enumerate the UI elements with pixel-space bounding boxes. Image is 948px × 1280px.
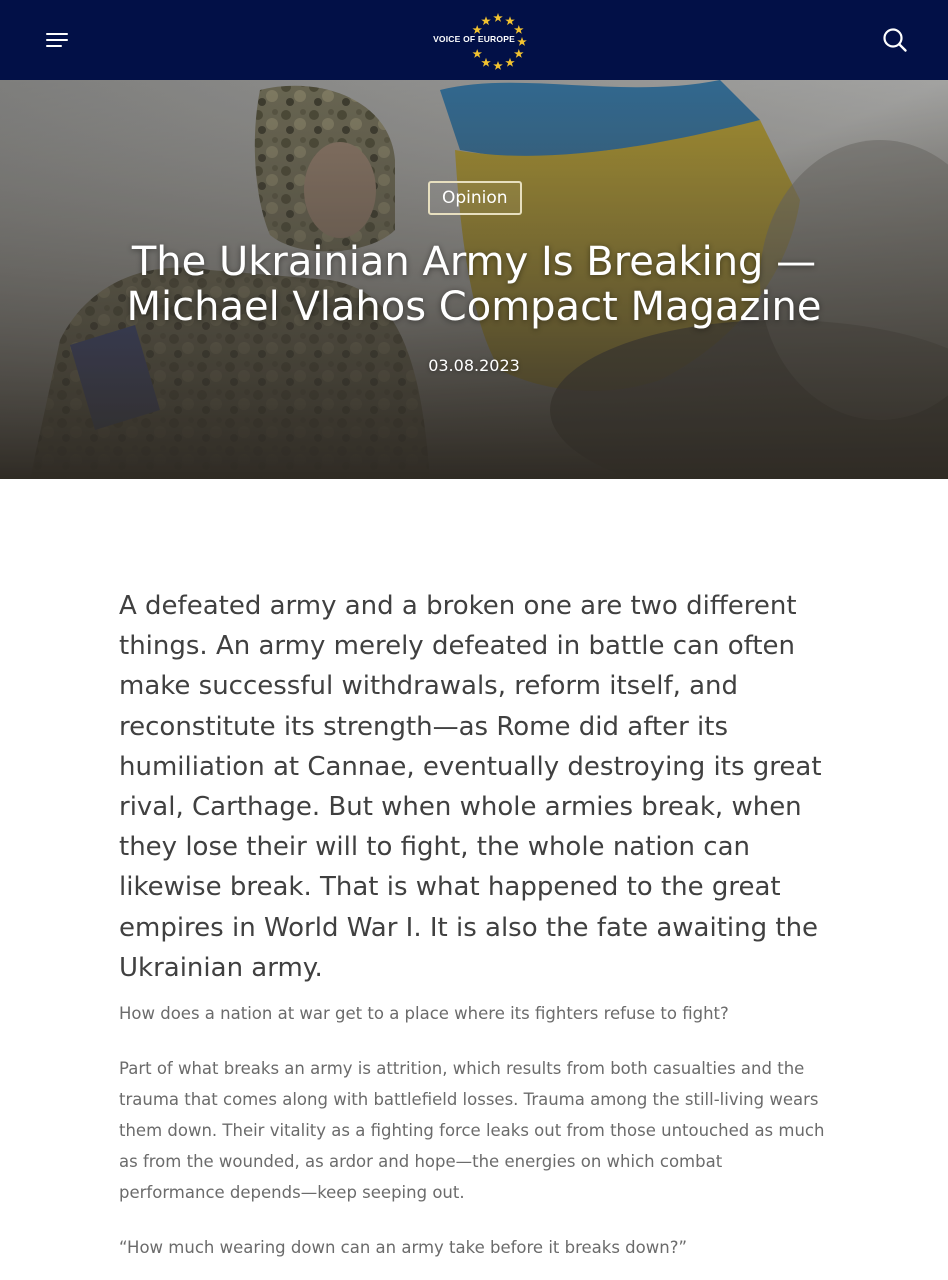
article-body (119, 586, 831, 1263)
site-header (0, 0, 948, 80)
article-date: 03.08.2023 (428, 356, 520, 375)
article-paragraph: “How much wearing down can an army take before it breaks down?” (119, 1238, 688, 1258)
hero-banner (0, 80, 948, 479)
search-icon[interactable] (882, 27, 908, 53)
article-title: The Ukrainian Army Is Breaking — Michael Vlahos Compact Magazine (126, 239, 822, 330)
article-lead: A defeated army and a broken one are two different things. An army merely defeated in battle can often make successful withdrawals, reform itself, and reconstitute its strength—as Rome did after its humiliation at Cannae, eventually destroying its great rival, Carthage. But when whole armies break, when they lose their will to fight, the whole nation can likewise break. That is what happened to the great empires in World War I. It is also the fate awaiting the Ukrainian army. (119, 591, 822, 983)
logo-text: VOICE OF EUROPE (433, 34, 515, 44)
article-paragraph: Part of what breaks an army is attrition, which results from both casualties and the trauma that comes along with battlefield losses. Trauma among the still-living wears them down. Their vitality as a fighting force leaks out from those untouched as much as from the wounded, as ardor and hope—the energies on which combat performance depends—keep seeping out. (119, 1059, 825, 1203)
article-paragraph: How does a nation at war get to a place where its fighters refuse to fight? (119, 1004, 729, 1024)
hamburger-menu-icon[interactable] (46, 31, 68, 49)
site-logo[interactable] (418, 10, 530, 70)
category-badge[interactable]: Opinion (428, 181, 522, 215)
